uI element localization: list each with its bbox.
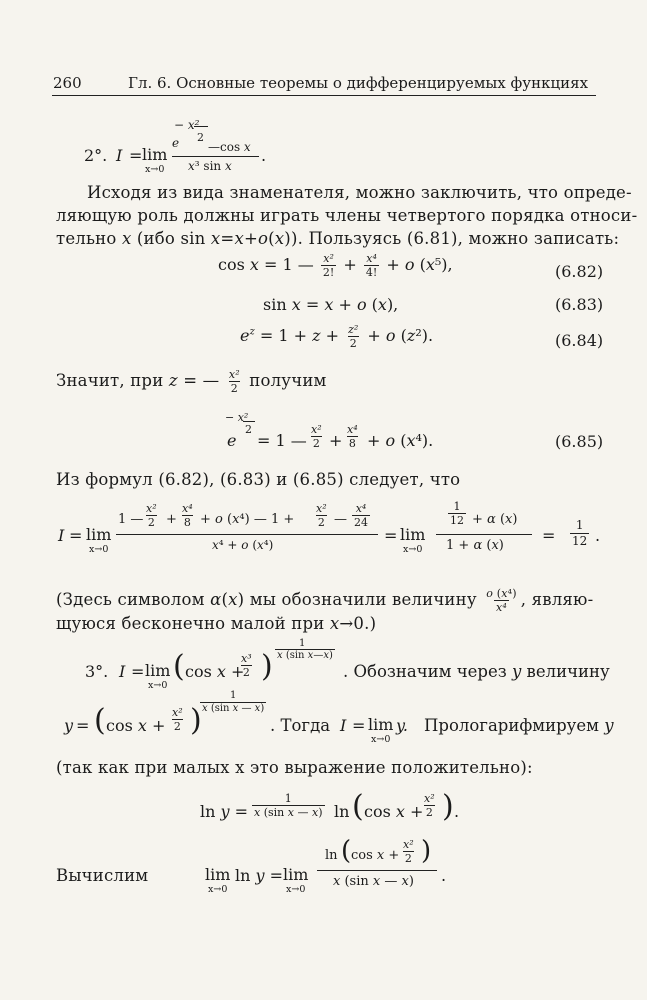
equation-label-6-85: (6.85) [555,432,604,451]
para1-line1: Исходя из вида знаменателя, можно заключить, что опреде- [87,183,632,202]
equation-6-84: $e^z = 1 + z$ + $\frac{\text{z²}}{2}$ + o (z²). [240,323,434,350]
item-3-label: 3°. [85,662,109,681]
here-line2: щуюся бесконечно малой при x→0.) [56,614,377,633]
big-limit-formula: I = lim x→0 1 — $\frac{\text{x²}}{2}$ + $\frac{\text{x⁴}}{8}$ + o (x⁴) — 1 + $\frac{\text{x²}}{2}$ — $\frac{\text{x⁴}}{24}$ x⁴ + o (x⁴) = lim x→0 $\frac{1}{12}$ + α (x) 1 + α (x) = $\frac{1}{12}$ . [58,500,601,555]
page-number: 260 [53,74,82,92]
item-3-formula: 3°. I = lim x→0 ( cos x + $\frac{\text{x³}}{2}$ ) 1 x (sin x—x) . Обозначим через y величину [85,638,610,691]
header-rule [52,95,596,96]
equation-label-6-84: (6.84) [555,331,604,350]
equation-6-85: − x² 2 e = 1 — $\frac{\text{x²}}{2}$ + $\frac{\text{x⁴}}{8}$ + o (x⁴). [225,411,434,450]
ln-y-equation: ln y = $\frac{1}{\text{x (sin x — x)}}$ ln ( cos x + $\frac{\text{x²}}{2}$ ) . [200,789,460,824]
para1-line3: тельно x (ибо sin x=x+o(x)). Пользуясь (6.81), можно записать: [56,229,620,248]
equation-label-6-83: (6.83) [555,295,604,314]
compute-label: Вычислим [56,866,149,885]
positive-line: (так как при малых x это выражение положительно): [56,758,533,777]
running-title: Гл. 6. Основные теоремы о дифференцируемых функциях [128,74,589,92]
equation-6-82: cos x = 1 — $\frac{\text{x²}}{2!}$ + $\frac{\text{x⁴}}{4!}$ + o (x⁵), [218,252,453,279]
zhence-line: Значит, при z = — $\frac{\text{x²}}{2}$ получим [56,368,327,395]
para1-line2: ляющую роль должны играть члены четвертого порядка относи- [56,206,638,225]
y-definition: y = ( cos x + $\frac{\text{x²}}{2}$ ) 1 x (sin x — x) . Тогда I = lim x→0 y. Прологарифмируем y [64,690,614,745]
equation-label-6-82: (6.82) [555,262,604,281]
equation-6-83: sin x = x + o (x), [263,295,399,314]
item-2-label: 2°. [84,146,108,165]
from-formulas-line: Из формул (6.82), (6.83) и (6.85) следует, что [56,470,461,489]
here-line1: (Здесь символом α(x) мы обозначили величину $\frac{\text{o (x⁴)}}{\text{x⁴}}$ , являю- [56,587,594,614]
compute-limit-equation: lim x→0 ln y = lim x→0 ln ( cos x + $\frac{\text{x²}}{2}$ ) x (sin x — x) . [205,836,447,895]
